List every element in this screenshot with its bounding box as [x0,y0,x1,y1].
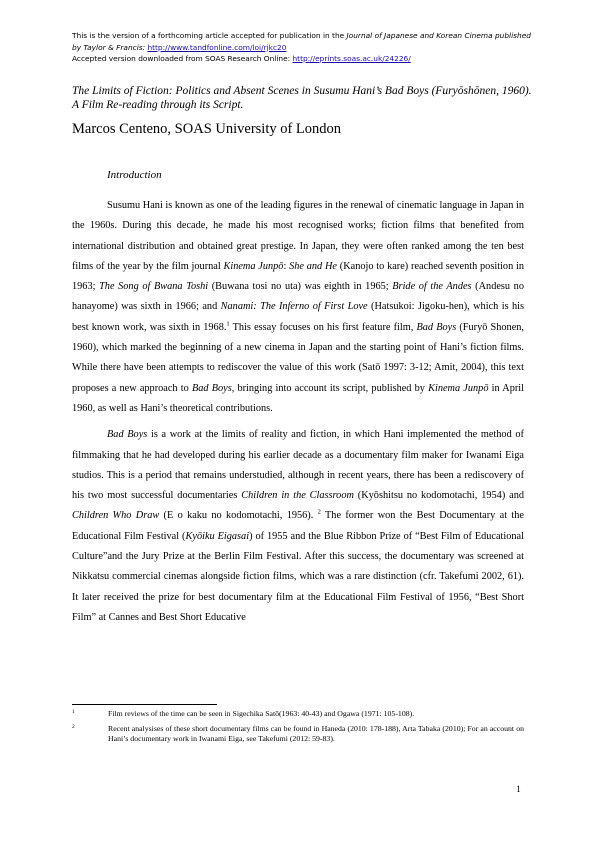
footnote-text: Film reviews of the time can be seen in Sigechika Satō(1963: 40-43) and Ogawa (1971: 105-108). [108,709,415,718]
footnote-divider [72,704,217,705]
article-body [72,196,524,634]
footnote-text: Recent analysises of these short documentary films can be found in Haneda (2010: 178-188), Arta Tabaka (2010); For an account on Hani’s documentary work in Iwanami Eiga, see Takefumi (2012: 59-83). [108,723,524,744]
italic-text: Kyōiku Eigasai [185,530,250,542]
footnote-ref-2[interactable]: 2 [317,509,321,517]
text: (E o kaku no kodomotachi, 1956). [159,510,318,522]
text: : [283,260,290,272]
paragraph-1 [72,196,524,419]
footnote-ref-1[interactable]: 1 [226,320,230,328]
italic-text: Bad Boys [107,429,148,441]
italic-text: Bad Boys [191,382,232,394]
text: is a work at the limits of reality and fiction, in which Hani implemented the method of filmmaking that he had developed during his earlier decade as a documentary film maker for Iwanami Eiga studios. This is a period that remains understudied, although in recent years, there has been a rediscovery of his two most successful documentaries [72,429,524,502]
text: in April 1960, as well as Hani’s theoretical contributions. [72,382,525,414]
text: This essay focuses on his first feature film, [229,321,417,333]
section-heading: Introduction [107,169,162,181]
footnote-2 [72,724,524,745]
text: (Kyōshitsu no kodomotachi, 1954) and [353,490,524,502]
header-text: This is the version of a forthcoming article accepted for publication in the [72,31,347,40]
footnote-number: 2 [72,723,75,730]
paragraph-2 [72,425,524,628]
italic-text: Nanami: The Inferno of First Love [220,301,368,313]
text: The former won the Best Documentary at the Educational Film Festival ( [72,510,524,542]
page-number: 1 [516,785,521,795]
text: (Furyō Shonen, 1960), which marked the beginning of a new cinema in Japan and the starting point of Hani’s fiction films. While there have been attempts to rediscover the value of this work (Satō 1997: 3-12; Amit, 2004), this text proposes a new approach to [72,321,524,394]
text: (Hatsukoi: Jigoku-hen), which is his best known work, was sixth in 1968. [72,301,525,333]
text: (Andesu no hanayome) was sixth in 1966; and [72,281,524,313]
author-line: Marcos Centeno, SOAS University of London [72,121,342,137]
text: (Kanojo to kare) reached seventh position in 1963; [72,260,525,293]
footnote-number: 1 [72,709,75,715]
header-line-1 [72,30,532,53]
text: Susumu Hani is known as one of the leading figures in the renewal of cinematic language in Japan in the 1960s. During this decade, he made his most recognised works; fiction films that benefited from international distribution and obtained great prestige. In Japan, they were often ranked among the ten best films of the year by the film journal [72,200,524,272]
footnotes [72,709,524,749]
header-text-accepted: Accepted version downloaded from SOAS Research Online: [72,54,293,63]
italic-text: She and He [289,260,337,272]
italic-text: Kinema Junpō [223,260,284,272]
article-title: The Limits of Fiction: Politics and Absent Scenes in Susumu Hani’s Bad Boys (Furyōshōnen, 1960). A Film Re-reading through its Script. [72,85,532,111]
text: (Buwana tosi no uta) was eighth in 1965; [208,281,393,293]
text: ) of 1955 and the Blue Ribbon Prize of “Best Film of Educational Culture”and the Jury Prize at the Berlin Film Festival. After this success, the documentary was screened at Nikkatsu commercial cinemas alongside fiction films, which was a rare distinction (cfr. Takefumi 2002, 61). It later received the prize for best documentary film at the Educational Film Festival of 1956, “Best Short Film” at Cannes and Best Short Educative [72,530,524,623]
journal-name: Journal of Japanese and Korean Cinema [346,31,493,40]
footnote-1 [72,709,524,720]
italic-text: Kinema Junpō [428,382,489,394]
text: , bringing into account its script, published by [231,382,429,394]
italic-text: Bad Boys [416,321,457,333]
italic-text: Bride of the Andes [392,281,472,293]
italic-text: Children Who Draw [72,510,160,522]
eprint-link[interactable]: http://eprints.soas.ac.uk/24226/ [292,54,411,63]
italic-text: Children in the Classroom [241,490,354,502]
journal-link[interactable]: http://www.tandfonline.com/loi/rjkc20 [147,42,287,52]
page-header [72,30,532,65]
header-text-publisher: published by Taylor & Francis: [72,31,531,52]
header-line-2 [72,53,532,65]
italic-text: The Song of Bwana Toshi [99,281,209,293]
